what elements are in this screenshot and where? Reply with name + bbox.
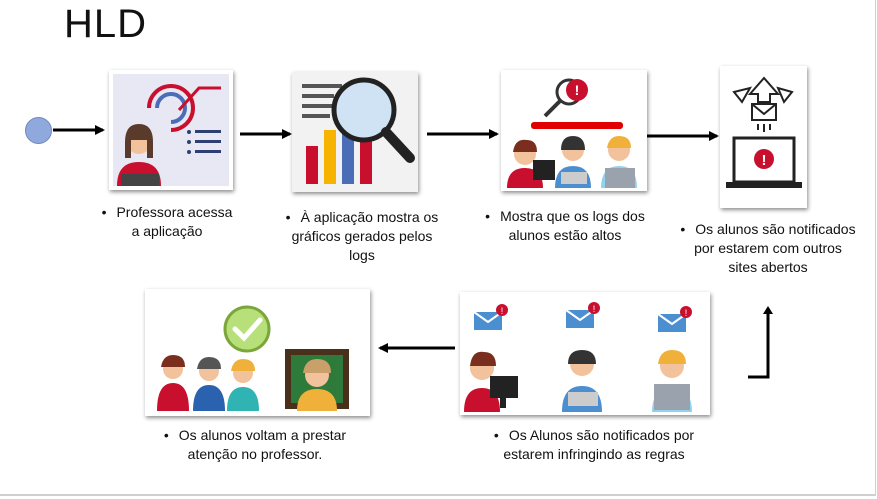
bullet: • (485, 208, 491, 224)
svg-text:!: ! (592, 304, 596, 314)
svg-text:!: ! (761, 152, 767, 169)
step3-caption (472, 207, 658, 245)
arrow-step4-to-step5 (748, 308, 768, 377)
bullet: • (493, 427, 499, 443)
students-mail-alert-icon (460, 292, 710, 415)
step3-image (501, 70, 647, 191)
step6-caption (150, 426, 360, 464)
bullet: • (285, 209, 291, 225)
caption-line: estarem infringindo as regras (503, 446, 685, 462)
caption-line: Os alunos são notificados (695, 221, 856, 237)
step5-caption (474, 426, 714, 464)
caption-line: Os alunos voltam a prestar (178, 427, 347, 443)
step1-image (109, 70, 233, 190)
bullet: • (101, 204, 107, 220)
step1-caption (92, 203, 242, 241)
caption-line: gráficos gerados pelos (291, 228, 433, 244)
svg-text:!: ! (574, 82, 580, 98)
magnifier-bar-chart-icon (292, 72, 418, 192)
caption-line: a aplicação (131, 223, 203, 239)
students-alert-icon (501, 70, 647, 191)
caption-line: por estarem com outros (694, 240, 842, 256)
svg-text:!: ! (500, 306, 504, 316)
step4-caption (668, 220, 868, 277)
step6-image (145, 289, 370, 416)
bullet: • (680, 221, 686, 237)
step2-caption (270, 208, 454, 265)
caption-line: Os Alunos são notificados por (508, 427, 695, 443)
class-attention-check-icon (145, 289, 370, 416)
step4-image (720, 66, 807, 208)
svg-text:!: ! (684, 308, 688, 318)
step5-image (460, 292, 710, 415)
caption-line: sites abertos (728, 259, 808, 275)
step2-image (292, 72, 418, 192)
caption-line: Mostra que os logs dos (500, 208, 645, 224)
caption-line: Professora acessa (116, 204, 233, 220)
bullet: • (163, 427, 169, 443)
caption-line: logs (349, 247, 375, 263)
arrow-up-tip (763, 306, 773, 314)
laptop-notification-icon (720, 66, 807, 208)
slide-title: HLD (64, 2, 148, 46)
caption-line: alunos estão altos (508, 227, 622, 243)
teacher-dashboard-icon (109, 70, 233, 190)
caption-line: À aplicação mostra os (300, 209, 439, 225)
caption-line: atenção no professor. (187, 446, 323, 462)
